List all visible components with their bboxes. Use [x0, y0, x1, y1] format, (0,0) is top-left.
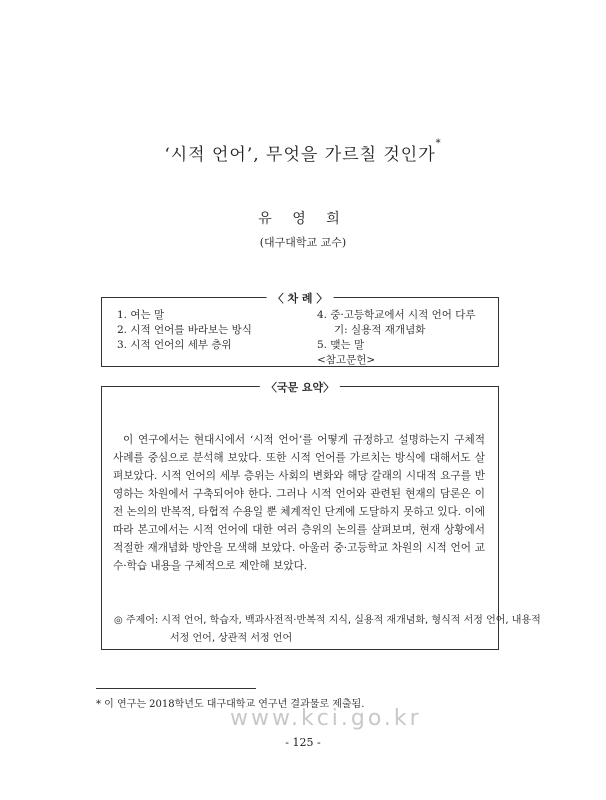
toc-left-column: [117, 308, 252, 353]
abstract-label: 〈국문 요약〉: [260, 379, 340, 395]
page-number: - 125 -: [285, 736, 321, 749]
toc-right-column: [317, 308, 476, 368]
toc-item: 1. 여는 말: [117, 309, 165, 321]
author-affiliation: (대구대학교 교수): [259, 236, 347, 249]
watermark: www.kci.go.kr: [230, 706, 422, 731]
footnote-divider: [96, 688, 256, 689]
toc-item: 2. 시적 언어를 바라보는 방식: [117, 324, 252, 336]
toc-item: 5. 맺는 말: [317, 339, 365, 351]
paper-title: ‘시적 언어’, 무엇을 가르칠 것인가*: [164, 138, 442, 165]
title-footnote-mark: *: [435, 138, 442, 149]
toc-item: <참고문헌>: [317, 354, 376, 366]
author-name: 유 영 희: [258, 211, 348, 227]
toc-label: 〈 차 례 〉: [267, 290, 334, 306]
keywords: ◎ 주제어: 시적 언어, 학습자, 백과사전적·반복적 지식, 실용적 재개념화, 형식적 서정 언어, 내용적 서정 언어, 상관적 서정 언어: [114, 615, 541, 644]
toc-item: 3. 시적 언어의 세부 층위: [117, 339, 232, 351]
footnote: * 이 연구는 2018학년도 대구대학교 연구년 결과물로 제출됨.: [96, 699, 365, 710]
abstract-box: [101, 381, 541, 650]
toc-item-continuation: 기: 실용적 재개념화: [334, 324, 426, 336]
abstract-body: 이 연구에서는 현대시에서 ‘시적 언어’를 어떻게 규정하고 설명하는지 구체적 사례를 중심으로 분석해 보았다. 또한 시적 언어를 가르치는 방식에 대해서도 살펴보았다. 시적 언어의 세부 층위는 사회의 변화와 해당 갈래의 시대적 요구를 반영하는 차원에서 구축되어야 한다. 그러나 시적 언어와 관련된 현재의 담론은 이전 논의의 반복적, 타협적 수용일 뿐 체계적인 단계에 도달하지 못하고 있다. 이에 따라 본고에서는 시적 언어에 대한 여러 층위의 논의를 살펴보며, 현재 상황에서 적절한 재개념화 방안을 모색해 보았다. 아울러 중·고등학교 차원의 시적 언어 교수·학습 내용을 구체적으로 제안해 보았다.: [113, 434, 485, 572]
toc-item: 4. 중·고등학교에서 시적 언어 다루: [317, 309, 476, 321]
table-of-contents: [101, 292, 499, 367]
